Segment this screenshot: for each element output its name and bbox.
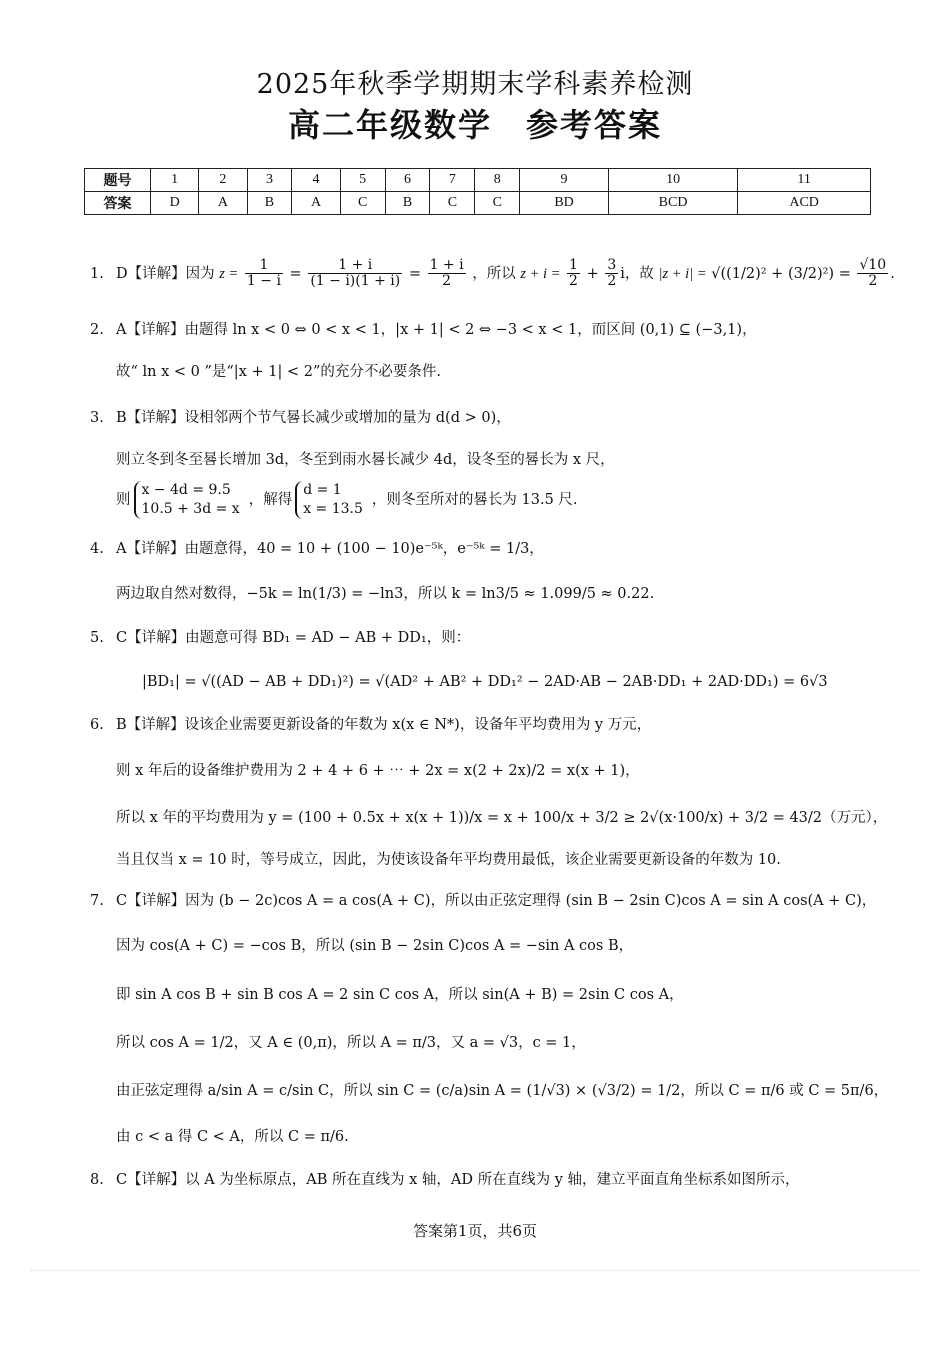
solution-7: 7. C【详解】因为 (b − 2c)cos A = a cos(A + C)，所以由正弦定理得 (sin B − 2sin C)cos A = sin A cos(A + C)， — [90, 893, 877, 909]
answer-key-subtitle: 高二年级数学 参考答案 — [287, 106, 662, 144]
table-cell: 7 — [430, 169, 475, 192]
question-number-row — [85, 169, 871, 192]
solution-7-line-6: 由 c < a 得 C < A，所以 C = π/6. — [116, 1129, 349, 1145]
table-cell: 6 — [385, 169, 430, 192]
table-cell: 10 — [608, 169, 737, 192]
divider — [30, 1270, 920, 1272]
solution-6: 6. B【详解】设该企业需要更新设备的年数为 x(x ∈ N*)，设备年平均费用为 y 万元， — [90, 717, 652, 733]
table-cell: 2 — [199, 169, 247, 192]
solution-2: 2. A【详解】由题得 ln x < 0 ⇔ 0 < x < 1，|x + 1| < 2 ⇔ −3 < x < 1，而区间 (0,1) ⊆ (−3,1)， — [90, 322, 757, 338]
table-cell: 4 — [292, 169, 340, 192]
solution-2-line-2: 故“ ln x < 0 ”是“|x + 1| < 2”的充分不必要条件. — [116, 364, 441, 380]
table-cell: A — [199, 192, 247, 215]
table-cell: 5 — [340, 169, 385, 192]
table-cell: C — [340, 192, 385, 215]
solution-7-line-4: 所以 cos A = 1/2，又 A ∈ (0,π)，所以 A = π/3，又 a = √3，c = 1， — [116, 1035, 586, 1051]
page-footer: 答案第1页，共6页 — [412, 1222, 538, 1240]
solution-7-line-2: 因为 cos(A + C) = −cos B，所以 (sin B − 2sin C)cos A = −sin A cos B， — [116, 938, 634, 954]
solution-8: 8. C【详解】以 A 为坐标原点，AB 所在直线为 x 轴，AD 所在直线为 y 轴，建立平面直角坐标系如图所示， — [90, 1172, 800, 1188]
solution-5: 5. C【详解】由题意可得 BD₁ = AD − AB + DD₁，则： — [90, 630, 471, 646]
solution-6-line-4: 当且仅当 x = 10 时，等号成立，因此，为使该设备年平均费用最低，该企业需要更新设备的年数为 10. — [116, 852, 781, 868]
solution-6-line-3: 所以 x 年的平均费用为 y = (100 + 0.5x + x(x + 1))/x = x + 100/x + 3/2 ≥ 2√(x·100/x) + 3/2 = 43/2（万元）， — [116, 810, 888, 826]
table-cell: D — [151, 192, 199, 215]
table-cell: 3 — [247, 169, 292, 192]
table-cell: 9 — [520, 169, 609, 192]
solution-7-line-5: 由正弦定理得 a/sin A = c/sin C，所以 sin C = (c/a)sin A = (1/√3) × (√3/2) = 1/2，所以 C = π/6 或 C = 5π/6， — [116, 1083, 889, 1099]
row-label-question: 题号 — [85, 169, 151, 192]
table-cell: 1 — [151, 169, 199, 192]
answer-row — [85, 192, 871, 215]
solution-3-line-3: 则x − 4d = 9.5 10.5 + 3d = x，解得d = 1 x = 13.5，则冬至所对的晷长为 13.5 尺. — [116, 482, 578, 517]
solution-4: 4. A【详解】由题意得，40 = 10 + (100 − 10)e⁻⁵ᵏ，e⁻⁵ᵏ = 1/3， — [90, 541, 544, 557]
solution-1: 1. D【详解】因为 z = $\frac{1}{1 - i}$ = $\frac{1 + i}{(1 - i)(1 + i)}$ = $\frac{1 + i}{2}$ ，所以 z + i = $\frac{1}{2}$ + $\frac{3}{2}$ i，故 |z + i| = √((1/2)² + (3/2)²) = $\frac{√10}{2}$ . — [90, 257, 895, 290]
row-label-answer: 答案 — [85, 192, 151, 215]
table-cell: BCD — [608, 192, 737, 215]
answer-table — [84, 168, 871, 215]
table-cell: B — [385, 192, 430, 215]
table-cell: C — [475, 192, 520, 215]
table-cell: 11 — [738, 169, 871, 192]
table-cell: A — [292, 192, 340, 215]
table-cell: BD — [520, 192, 609, 215]
solution-3: 3. B【详解】设相邻两个节气晷长减少或增加的量为 d(d > 0)， — [90, 410, 511, 426]
table-cell: C — [430, 192, 475, 215]
table-cell: 8 — [475, 169, 520, 192]
table-cell: ACD — [738, 192, 871, 215]
table-cell: B — [247, 192, 292, 215]
solution-6-line-2: 则 x 年后的设备维护费用为 2 + 4 + 6 + ⋯ + 2x = x(2 + 2x)/2 = x(x + 1)， — [116, 763, 640, 779]
solution-3-line-2: 则立冬到冬至晷长增加 3d，冬至到雨水晷长减少 4d，设冬至的晷长为 x 尺， — [116, 452, 615, 468]
exam-title: 2025年秋季学期期末学科素养检测 — [256, 69, 694, 100]
solution-7-line-3: 即 sin A cos B + sin B cos A = 2 sin C cos A，所以 sin(A + B) = 2sin C cos A， — [116, 987, 684, 1003]
solution-5-line-2: |BD₁| = √((AD − AB + DD₁)²) = √(AD² + AB² + DD₁² − 2AD·AB − 2AB·DD₁ + 2AD·DD₁) = 6√3 — [142, 674, 828, 690]
solution-4-line-2: 两边取自然对数得，−5k = ln(1/3) = −ln3，所以 k = ln3/5 ≈ 1.099/5 ≈ 0.22. — [116, 586, 655, 602]
